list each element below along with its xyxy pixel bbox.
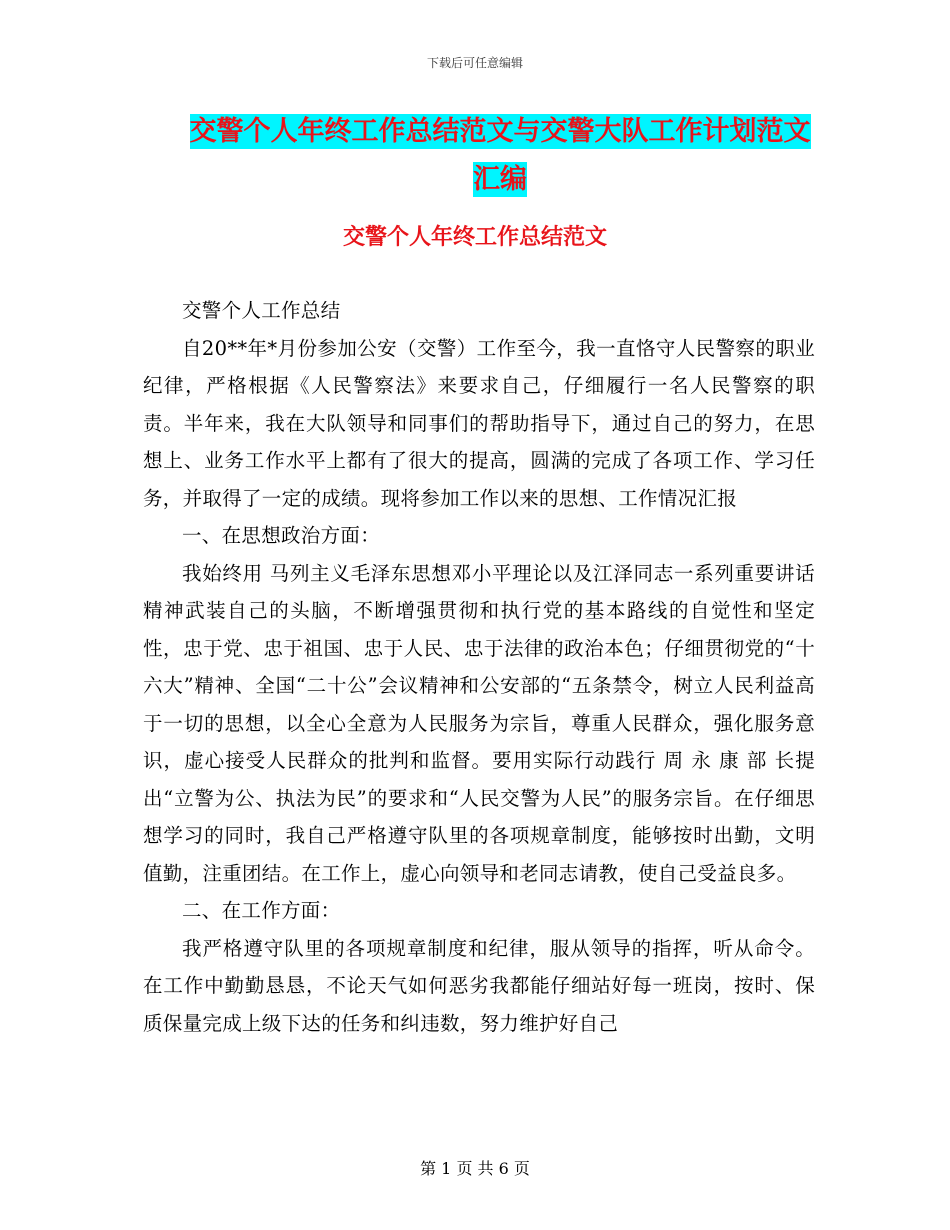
paragraph-political: 我始终用 马列主义毛泽东思想邓小平理论以及江泽同志一系列重要讲话精神武装自己的头脑，不断增强贯彻和执行党的基本路线的自觉性和坚定性，忠于党、忠于祖国、忠于人民、忠于法律的政治本色；仔细贯彻党的“十六大”精神、全国“二十公”会议精神和公安部的“五条禁令，树立人民利益高于一切的思想，以全心全意为人民服务为宗旨，尊重人民群众，强化服务意识，虚心接受人民群众的批判和监督。要用实际行动践行 周 永 康 部 长提出“立警为公、执法为民”的要求和“人民交警为人民”的服务宗旨。在仔细思想学习的同时，我自己严格遵守队里的各项规章制度，能够按时出勤，文明值勤，注重团结。在工作上，虚心向领导和老同志请教，使自己受益良多。	[143, 561, 815, 885]
paragraph-subtitle: 交警个人工作总结	[182, 299, 341, 322]
body-text	[143, 292, 815, 1042]
heading-work: 二、在工作方面：	[182, 899, 341, 922]
page-number: 第 1 页 共 6 页	[420, 1159, 530, 1178]
document-title-line1: 交警个人年终工作总结范文与交警大队工作计划范文	[189, 116, 811, 147]
heading-political: 一、在思想政治方面：	[182, 524, 381, 547]
page-header-note: 下载后可任意编辑	[426, 56, 523, 70]
document-title	[140, 108, 860, 204]
paragraph-work: 我严格遵守队里的各项规章制度和纪律，服从领导的指挥，听从命令。在工作中勤勤恳恳，不论天气如何恶劣我都能仔细站好每一班岗，按时、保质保量完成上级下达的任务和纠违数，努力维护好自己	[143, 936, 815, 1035]
section-title: 交警个人年终工作总结范文	[342, 225, 607, 250]
document-title-line2: 汇编	[473, 164, 527, 195]
paragraph-intro: 自20**年*月份参加公安（交警）工作至今，我一直恪守人民警察的职业纪律，严格根据《人民警察法》来要求自己，仔细履行一名人民警察的职责。半年来，我在大队领导和同事们的帮助指导下，通过自己的努力，在思想上、业务工作水平上都有了很大的提高，圆满的完成了各项工作、学习任务，并取得了一定的成绩。现将参加工作以来的思想、工作情况汇报	[143, 336, 815, 510]
